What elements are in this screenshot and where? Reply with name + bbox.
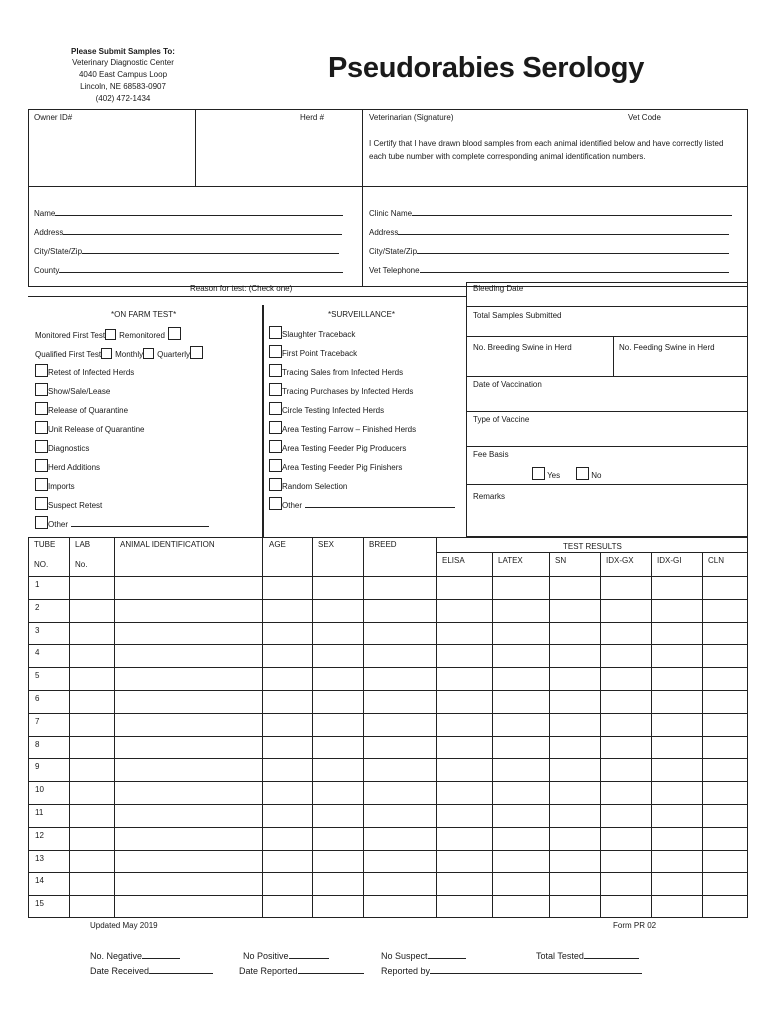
vet-telephone-field[interactable]: Vet Telephone <box>369 264 729 276</box>
on-farm-item-label: Retest of Infected Herds <box>48 368 135 377</box>
surveillance-item-checkbox[interactable] <box>269 326 282 339</box>
monitored-first-option[interactable]: Monitored First Test Remonitored <box>35 327 181 342</box>
table-row-number: 4 <box>35 648 40 657</box>
fee-basis-label: Fee Basis <box>473 450 509 459</box>
on-farm-item-checkbox[interactable] <box>35 402 48 415</box>
fee-no-option[interactable]: No <box>576 467 601 481</box>
submit-line-2: 4040 East Campus Loop <box>78 70 168 79</box>
tube-header: TUBE <box>34 540 56 549</box>
surveillance-item-checkbox[interactable] <box>269 478 282 491</box>
monthly-checkbox[interactable] <box>143 348 154 359</box>
table-row-number: 6 <box>35 694 40 703</box>
on-farm-item-label: Imports <box>48 482 75 491</box>
surveillance-item-option[interactable] <box>269 459 402 474</box>
submit-address-block <box>48 47 198 104</box>
on-farm-item-checkbox[interactable] <box>35 478 48 491</box>
surveillance-item-checkbox[interactable] <box>269 497 282 510</box>
results-col-header: IDX-GI <box>657 556 682 565</box>
monitored-first-checkbox[interactable] <box>105 329 116 340</box>
vaccination-date-label: Date of Vaccination <box>473 380 542 389</box>
submit-line-1: Veterinary Diagnostic Center <box>72 58 174 67</box>
surveillance-item-label: Area Testing Farrow – Finished Herds <box>282 425 417 434</box>
herd-label: Herd # <box>300 113 325 122</box>
on-farm-item-option[interactable] <box>35 478 75 493</box>
surveillance-item-option[interactable] <box>269 497 455 512</box>
table-row-number: 10 <box>35 785 44 794</box>
results-col-header: LATEX <box>498 556 523 565</box>
surveillance-item-checkbox[interactable] <box>269 440 282 453</box>
reported-by-field[interactable]: Reported by <box>381 965 642 977</box>
remarks-label: Remarks <box>473 492 506 501</box>
surveillance-item-label: Tracing Sales from Infected Herds <box>282 368 404 377</box>
table-row-number: 5 <box>35 671 40 680</box>
surveillance-item-checkbox[interactable] <box>269 402 282 415</box>
table-row-number: 8 <box>35 740 40 749</box>
no-suspect-field[interactable]: No Suspect <box>381 950 466 962</box>
on-farm-item-label: Diagnostics <box>48 444 90 453</box>
results-col-header: CLN <box>708 556 725 565</box>
table-row-number: 12 <box>35 831 44 840</box>
surveillance-item-option[interactable] <box>269 421 416 436</box>
vaccine-type-label: Type of Vaccine <box>473 415 530 424</box>
surveillance-item-checkbox[interactable] <box>269 421 282 434</box>
on-farm-item-label: Unit Release of Quarantine <box>48 425 145 434</box>
clinic-name-field[interactable]: Clinic Name <box>369 207 732 219</box>
surveillance-item-option[interactable] <box>269 345 357 360</box>
surveillance-item-option[interactable] <box>269 326 355 341</box>
lab-header: LAB <box>75 540 91 549</box>
on-farm-item-option[interactable] <box>35 497 102 512</box>
surveillance-item-option[interactable] <box>269 440 406 455</box>
on-farm-item-checkbox[interactable] <box>35 440 48 453</box>
no-negative-field[interactable]: No. Negative <box>90 950 180 962</box>
clinic-address-field[interactable]: Address <box>369 226 729 238</box>
fee-no-checkbox[interactable] <box>576 467 589 480</box>
on-farm-item-option[interactable] <box>35 516 209 531</box>
on-farm-item-checkbox[interactable] <box>35 497 48 510</box>
surveillance-item-option[interactable] <box>269 364 403 379</box>
owner-city-field[interactable]: City/State/Zip <box>34 245 339 257</box>
reason-heading: Reason for test: (Check one) <box>190 284 293 293</box>
on-farm-item-checkbox[interactable] <box>35 421 48 434</box>
qualified-first-checkbox[interactable] <box>101 348 112 359</box>
surveillance-title: *SURVEILLANCE* <box>328 310 395 319</box>
test-results-header: TEST RESULTS <box>563 542 622 551</box>
total-samples-label: Total Samples Submitted <box>473 311 562 320</box>
breeding-swine-label: No. Breeding Swine in Herd <box>473 343 572 352</box>
on-farm-item-option[interactable] <box>35 421 145 436</box>
breed-header: BREED <box>369 540 397 549</box>
on-farm-item-option[interactable] <box>35 402 128 417</box>
results-col-header: IDX-GX <box>606 556 634 565</box>
on-farm-item-checkbox[interactable] <box>35 364 48 377</box>
date-received-field[interactable]: Date Received <box>90 965 213 977</box>
table-row-number: 1 <box>35 580 40 589</box>
on-farm-item-option[interactable] <box>35 364 134 379</box>
on-farm-item-label: Herd Additions <box>48 463 101 472</box>
qualified-first-option[interactable]: Qualified First Test Monthly Quarterly <box>35 346 203 361</box>
page-title: Pseudorabies Serology <box>328 52 645 84</box>
owner-name-field[interactable]: Name <box>34 207 343 219</box>
table-row-number: 2 <box>35 603 40 612</box>
table-row-number: 15 <box>35 899 44 908</box>
date-reported-field[interactable]: Date Reported <box>239 965 364 977</box>
on-farm-item-option[interactable] <box>35 440 89 455</box>
submit-line-3: Lincoln, NE 68583-0907 <box>80 82 166 91</box>
surveillance-item-label: Other <box>282 501 303 510</box>
surveillance-item-label: Random Selection <box>282 482 348 491</box>
surveillance-item-label: First Point Traceback <box>282 349 358 358</box>
certify-statement: I Certify that I have drawn blood samples from each animal identified below and have correctly listed each tube number with complete corresponding animal identification numbers. <box>369 139 724 161</box>
owner-county-field[interactable]: County <box>34 264 343 276</box>
results-col-header: ELISA <box>442 556 465 565</box>
results-col-header: SN <box>555 556 567 565</box>
on-farm-item-label: Show/Sale/Lease <box>48 387 111 396</box>
age-header: AGE <box>269 540 286 549</box>
surveillance-item-option[interactable] <box>269 383 413 398</box>
table-row-number: 13 <box>35 854 44 863</box>
fee-yes-checkbox[interactable] <box>532 467 545 480</box>
animal-id-header: ANIMAL IDENTIFICATION <box>120 540 215 549</box>
quarterly-checkbox[interactable] <box>190 346 203 359</box>
lab-no-header: No. <box>75 560 88 569</box>
total-tested-field[interactable]: Total Tested <box>536 950 639 962</box>
submit-heading: Please Submit Samples To: <box>71 47 175 56</box>
fee-yes-option[interactable]: Yes <box>532 467 560 481</box>
bleeding-date-label: Bleeding Date <box>473 284 524 293</box>
clinic-city-field[interactable]: City/State/Zip <box>369 245 729 257</box>
tube-no-header: NO. <box>34 560 49 569</box>
surveillance-item-checkbox[interactable] <box>269 345 282 358</box>
sex-header: SEX <box>318 540 335 549</box>
updated-label: Updated May 2019 <box>90 921 158 930</box>
surveillance-item-option[interactable] <box>269 478 347 493</box>
owner-address-field[interactable]: Address <box>34 226 342 238</box>
on-farm-item-checkbox[interactable] <box>35 383 48 396</box>
on-farm-item-option[interactable] <box>35 459 100 474</box>
surveillance-item-label: Slaughter Traceback <box>282 330 356 339</box>
owner-id-label: Owner ID# <box>34 113 73 122</box>
no-positive-field[interactable]: No Positive <box>243 950 329 962</box>
on-farm-item-checkbox[interactable] <box>35 516 48 529</box>
on-farm-item-label: Other <box>48 520 69 529</box>
table-row-number: 14 <box>35 876 44 885</box>
table-row-number: 3 <box>35 626 40 635</box>
results-table <box>28 537 748 918</box>
top-section-box <box>28 109 748 287</box>
on-farm-item-checkbox[interactable] <box>35 459 48 472</box>
surveillance-item-checkbox[interactable] <box>269 459 282 472</box>
table-row-number: 11 <box>35 808 44 817</box>
submit-line-4: (402) 472-1434 <box>95 94 151 103</box>
on-farm-item-label: Release of Quarantine <box>48 406 129 415</box>
surveillance-item-label: Circle Testing Infected Herds <box>282 406 385 415</box>
table-row-number: 9 <box>35 762 40 771</box>
surveillance-item-option[interactable] <box>269 402 384 417</box>
form-number: Form PR 02 <box>613 921 657 930</box>
on-farm-item-option[interactable] <box>35 383 110 398</box>
surveillance-item-label: Tracing Purchases by Infected Herds <box>282 387 414 396</box>
vet-code-label: Vet Code <box>628 113 661 122</box>
surveillance-item-checkbox[interactable] <box>269 383 282 396</box>
on-farm-item-label: Suspect Retest <box>48 501 103 510</box>
table-row-number: 7 <box>35 717 40 726</box>
veterinarian-label: Veterinarian (Signature) <box>369 113 454 122</box>
surveillance-item-label: Area Testing Feeder Pig Producers <box>282 444 407 453</box>
on-farm-title: *ON FARM TEST* <box>111 310 177 319</box>
surveillance-item-label: Area Testing Feeder Pig Finishers <box>282 463 403 472</box>
surveillance-item-checkbox[interactable] <box>269 364 282 377</box>
remonitored-checkbox[interactable] <box>168 327 181 340</box>
feeding-swine-label: No. Feeding Swine in Herd <box>619 343 715 352</box>
